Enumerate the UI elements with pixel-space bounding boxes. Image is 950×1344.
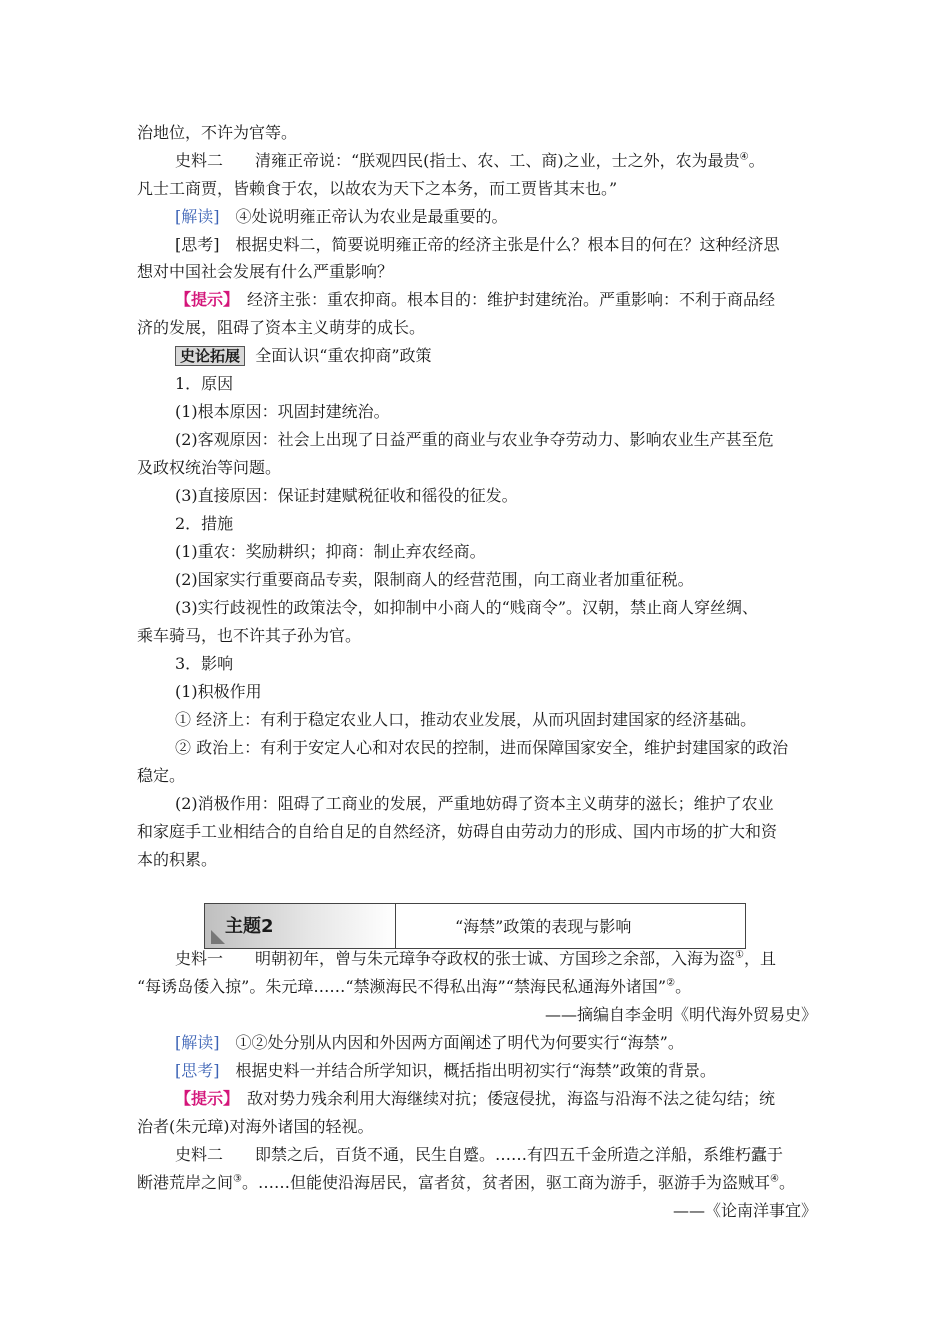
citation [673,1201,817,1221]
text: 史料二 即禁之后，百货不通，民生自蹙。……有四五千金所造之洋船，系维朽蠹于 [175,1145,784,1164]
hint-line [175,1089,855,1109]
footnote-mark: ③ [233,1173,242,1185]
list-heading [175,654,855,674]
text: (1)根本原因：巩固封建统治。 [175,402,390,421]
text: [思考] 根据史料二，简要说明雍正帝的经济主张是什么？根本目的何在？这种经济思 [175,235,780,254]
text: 济的发展，阻碍了资本主义萌芽的成长。 [137,318,426,337]
text: 乘车骑马，也不许其子孙为官。 [137,626,362,645]
text: ——《论南洋事宜》 [672,1201,817,1220]
text: “每诱岛倭入掠”。朱元璋……“禁濒海民不得私出海”“禁海民私通海外诸国” [137,977,667,996]
list-heading [175,514,855,534]
text: 本的积累。 [137,850,218,869]
list-item [175,430,855,450]
paragraph-line [137,179,817,199]
hint-label: 【提示】 [175,290,232,309]
text: (1)重农：奖励耕织；抑商：制止弃农经商。 [175,542,486,561]
text: 治地位，不许为官等。 [137,123,298,142]
paragraph-line [137,626,817,646]
topic-label-cell [205,904,396,948]
text: 敌对势力残余利用大海继续对抗；倭寇侵扰，海盗与沿海不法之徒勾结；统 [231,1089,776,1108]
source-two-line [175,1145,855,1165]
source-two-line [175,151,855,171]
interpret-line [175,207,855,227]
text: 稳定。 [137,766,186,785]
corner-triangle-icon [211,930,225,944]
citation [545,1005,817,1025]
text: 凡士工商贾，皆赖食于农，以故农为天下之本务，而工贾皆其末也。” [137,179,618,198]
text: 想对中国社会发展有什么严重影响？ [137,262,394,281]
text: 经济主张：重农抑商。根本目的：维护封建统治。严重影响：不利于商品经 [231,290,776,309]
list-item [175,402,855,422]
text: 治者(朱元璋)对海外诸国的轻视。 [137,1117,374,1136]
list-item [175,570,855,590]
topic-banner [204,903,746,949]
text: 。……但能使沿海居民，富者贫，贫者困，驱工商为游手，驱游手为盗贼耳 [241,1173,770,1192]
list-item [175,486,855,506]
list-item [175,794,855,814]
hint-label: 【提示】 [175,1089,232,1108]
text: (1)积极作用 [175,682,262,701]
paragraph-line [137,318,817,338]
topic-title: “海禁”政策的表现与影响 [455,917,632,936]
source-one-line [175,949,855,969]
list-item [175,682,855,702]
text: ——摘编自李金明《明代海外贸易史》 [544,1005,817,1024]
paragraph-line [137,1117,817,1137]
list-heading [175,374,855,394]
topic-label: 主题2 [225,916,274,937]
text: 史料二 清雍正帝说：“朕观四民(指士、农、工、商)之业，士之外，农为最贵 [175,151,740,170]
text: (3)直接原因：保证封建赋税征收和徭役的征发。 [175,486,518,505]
text: 。 [778,1173,795,1192]
text: ① 经济上：有利于稳定农业人口，推动农业发展，从而巩固封建国家的经济基础。 [175,710,757,729]
list-item [175,598,855,618]
text: (2)国家实行重要商品专卖，限制商人的经营范围，向工商业者加重征税。 [175,570,694,589]
paragraph-line [137,850,817,870]
text: (2)消极作用：阻碍了工商业的发展，严重地妨碍了资本主义萌芽的滋长；维护了农业 [175,794,774,813]
text: (2)客观原因：社会上出现了日益严重的商业与农业争夺劳动力、影响农业生产甚至危 [175,430,774,449]
section-heading [175,346,855,366]
text: 1．原因 [175,374,234,393]
section-title: 全面认识“重农抑商”政策 [255,346,432,365]
text: 。 [675,977,692,996]
text: 2．措施 [175,514,234,533]
paragraph-line [137,977,817,997]
footnote-mark: ② [666,977,676,989]
text: 及政权统治等问题。 [137,458,282,477]
text: 。 [748,151,765,170]
text: (3)实行歧视性的政策法令，如抑制中小商人的“贱商令”。汉朝，禁止商人穿丝绸、 [175,598,759,617]
list-item [175,710,855,730]
text: 3．影响 [175,654,234,673]
interpret-line [175,1033,855,1053]
footnote-mark: ① [735,949,744,961]
paragraph-line [137,262,817,282]
paragraph-line [137,822,817,842]
paragraph-line [137,123,817,143]
paragraph-line [137,458,817,478]
footnote-mark: ④ [739,151,749,163]
text: ② 政治上：有利于安定人心和对农民的控制，进而保障国家安全，维护封建国家的政治 [175,738,789,757]
text: ①②处分别从内因和外因两方面阐述了明代为何要实行“海禁”。 [219,1033,684,1052]
history-expansion-tag: 史论拓展 [175,346,245,366]
think-line [175,1061,855,1081]
list-item [175,738,855,758]
interpret-label: [解读] [175,1033,220,1052]
text: 断港荒岸之间 [137,1173,234,1192]
list-item [175,542,855,562]
text: ④处说明雍正帝认为农业是最重要的。 [219,207,508,226]
text: ，且 [743,949,776,968]
text: 根据史料一并结合所学知识，概括指出明初实行“海禁”政策的背景。 [219,1061,716,1080]
text: 史料一 明朝初年，曾与朱元璋争夺政权的张士诚、方国珍之余部，入海为盗 [175,949,736,968]
think-line [175,235,855,255]
paragraph-line [137,1173,817,1193]
paragraph-line [137,766,817,786]
think-label: [思考] [175,1061,220,1080]
text: 和家庭手工业相结合的自给自足的自然经济，妨碍自由劳动力的形成、国内市场的扩大和资 [137,822,778,841]
footnote-mark: ④ [770,1173,779,1185]
hint-line [175,290,855,310]
interpret-label: [解读] [175,207,220,226]
